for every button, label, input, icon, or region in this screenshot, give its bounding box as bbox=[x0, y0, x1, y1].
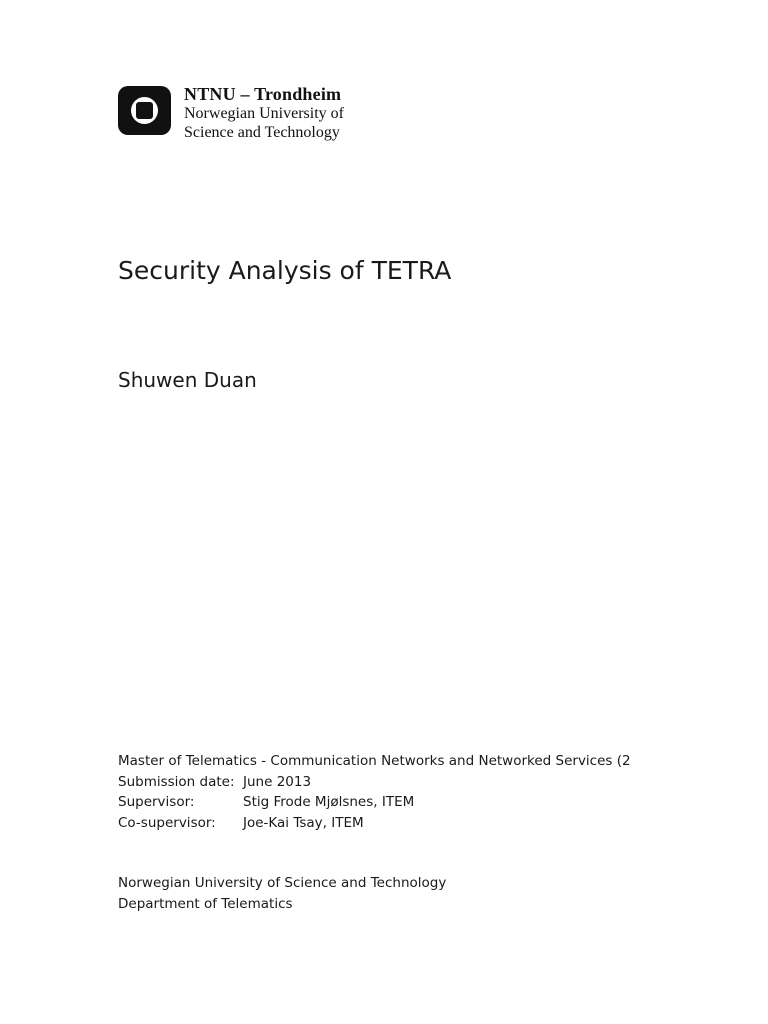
submission-date-row bbox=[118, 772, 768, 793]
detail-label: Supervisor: bbox=[118, 794, 195, 810]
logo-line-ntnu-trondheim: NTNU – Trondheim bbox=[184, 84, 342, 104]
thesis-title: Security Analysis of TETRA bbox=[118, 256, 452, 285]
logo-line-science-technology: Science and Technology bbox=[184, 124, 340, 141]
institution-block bbox=[118, 873, 446, 914]
detail-label: Co-supervisor: bbox=[118, 814, 216, 831]
program-line: Master of Telematics - Communication Networks and Networked Services (2 bbox=[118, 753, 631, 769]
ntnu-logo-icon bbox=[118, 86, 171, 135]
detail-value: Joe-Kai Tsay, ITEM bbox=[243, 814, 364, 831]
detail-value: Stig Frode Mjølsnes, ITEM bbox=[243, 794, 415, 810]
co-supervisor-row bbox=[118, 813, 768, 834]
thesis-details bbox=[118, 751, 768, 833]
university-logo bbox=[118, 86, 344, 142]
university-name: Norwegian University of Science and Technology bbox=[118, 875, 447, 891]
logo-line-university: Norwegian University of bbox=[184, 105, 344, 122]
author-name: Shuwen Duan bbox=[118, 368, 257, 392]
detail-value: June 2013 bbox=[243, 773, 312, 790]
department-name: Department of Telematics bbox=[118, 895, 293, 912]
detail-label: Submission date: bbox=[118, 773, 235, 790]
logo-wordmark bbox=[184, 84, 344, 142]
supervisor-row bbox=[118, 792, 768, 813]
